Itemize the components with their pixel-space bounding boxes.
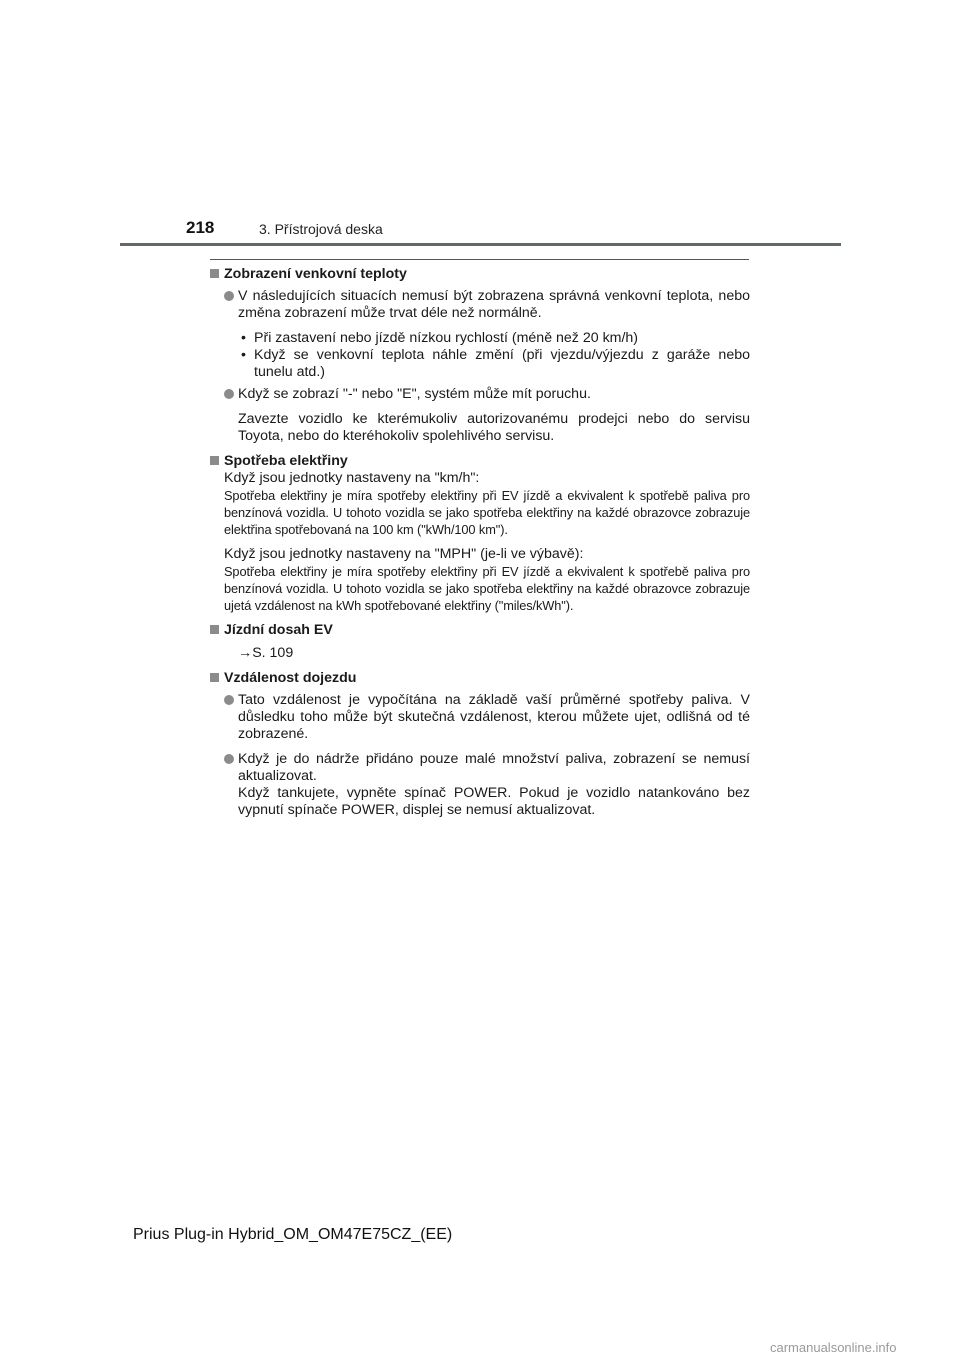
page-number: 218 <box>186 218 215 237</box>
footer-model: Prius Plug-in Hybrid_OM_OM47E75CZ_(EE) <box>133 1226 453 1243</box>
square-bullet-icon <box>210 269 219 278</box>
heading-text: Vzdálenost dojezdu <box>224 670 357 686</box>
watermark: carmanualsonline.info <box>770 1340 897 1355</box>
sub-bullet-item <box>210 330 750 347</box>
paragraph-heading: Když jsou jednotky nastaveny na "km/h": <box>224 470 480 486</box>
square-bullet-icon <box>210 456 219 465</box>
sub-bullet-text: Při zastavení nebo jízdě nízkou rychlostí (méně než 20 km/h) <box>254 330 639 346</box>
circle-bullet-icon <box>224 291 234 301</box>
section-heading-driving-range <box>210 670 750 687</box>
section-heading-ev-range <box>210 622 750 639</box>
bullet-text: Tato vzdálenost je vypočítána na základě vaší průměrné spotřeby paliva. V důsledku toho může být skutečná vzdálenost, kterou můžete ujet, odlišná od té zobrazené. <box>238 692 750 742</box>
chapter-title: 3. Přístrojová deska <box>259 221 383 237</box>
page-content <box>210 266 750 819</box>
sub-bullet-text: Když se venkovní teplota náhle změní (při vjezdu/výjezdu z garáže nebo tunelu atd.) <box>254 347 750 380</box>
bullet-item <box>210 288 750 322</box>
square-bullet-icon <box>210 673 219 682</box>
dot-bullet-icon: • <box>241 347 246 363</box>
bullet-note: Zavezte vozidlo ke kterémukoliv autorizovanému prodejci nebo do servisu Toyota, nebo do kteréhokoliv spolehlivého servisu. <box>238 411 750 444</box>
bullet-item <box>210 692 750 743</box>
heading-text: Zobrazení venkovní teploty <box>224 266 407 282</box>
bullet-item <box>210 386 750 403</box>
circle-bullet-icon <box>224 754 234 764</box>
circle-bullet-icon <box>224 389 234 399</box>
paragraph-heading: Když jsou jednotky nastaveny na "MPH" (je-li ve výbavě): <box>224 546 584 562</box>
bullet-item <box>210 751 750 785</box>
paragraph-body: Spotřeba elektřiny je míra spotřeby elektřiny při EV jízdě a ekvivalent k spotřebě paliva pro benzínová vozidla. U tohoto vozidla se jako spotřeba elektřiny na každé obrazovce zobrazuje elektřina spotřebovaná na 100 km ("kWh/100 km"). <box>224 488 750 537</box>
circle-bullet-icon <box>224 695 234 705</box>
paragraph-body: Spotřeba elektřiny je míra spotřeby elektřiny při EV jízdě a ekvivalent k spotřebě paliva pro benzínová vozidla. U tohoto vozidla se jako spotřeba elektřiny na každé obrazovce zobrazuje ujetá vzdálenost na kWh spotřebované elektřiny ("miles/kWh"). <box>224 564 750 613</box>
section-heading-power-consumption <box>210 453 750 470</box>
bullet-text: Když se zobrazí "-" nebo "E", systém může mít poruchu. <box>238 386 591 402</box>
bullet-text: V následujících situacích nemusí být zobrazena správná venkovní teplota, nebo změna zobrazení může trvat déle než normálně. <box>238 288 750 321</box>
content-rule <box>210 259 749 260</box>
header-rule <box>120 243 841 246</box>
square-bullet-icon <box>210 625 219 634</box>
bullet-note: Když tankujete, vypněte spínač POWER. Pokud je vozidlo natankováno bez vypnutí spínače POWER, displej se nemusí aktualizovat. <box>238 785 750 818</box>
heading-text: Jízdní dosah EV <box>224 622 333 638</box>
section-heading-outside-temperature <box>210 266 750 283</box>
page-reference: →S. 109 <box>238 645 294 661</box>
heading-text: Spotřeba elektřiny <box>224 453 348 469</box>
dot-bullet-icon: • <box>241 330 246 346</box>
sub-bullet-item <box>210 347 750 381</box>
bullet-text: Když je do nádrže přidáno pouze malé množství paliva, zobrazení se nemusí aktualizovat. <box>238 751 750 784</box>
